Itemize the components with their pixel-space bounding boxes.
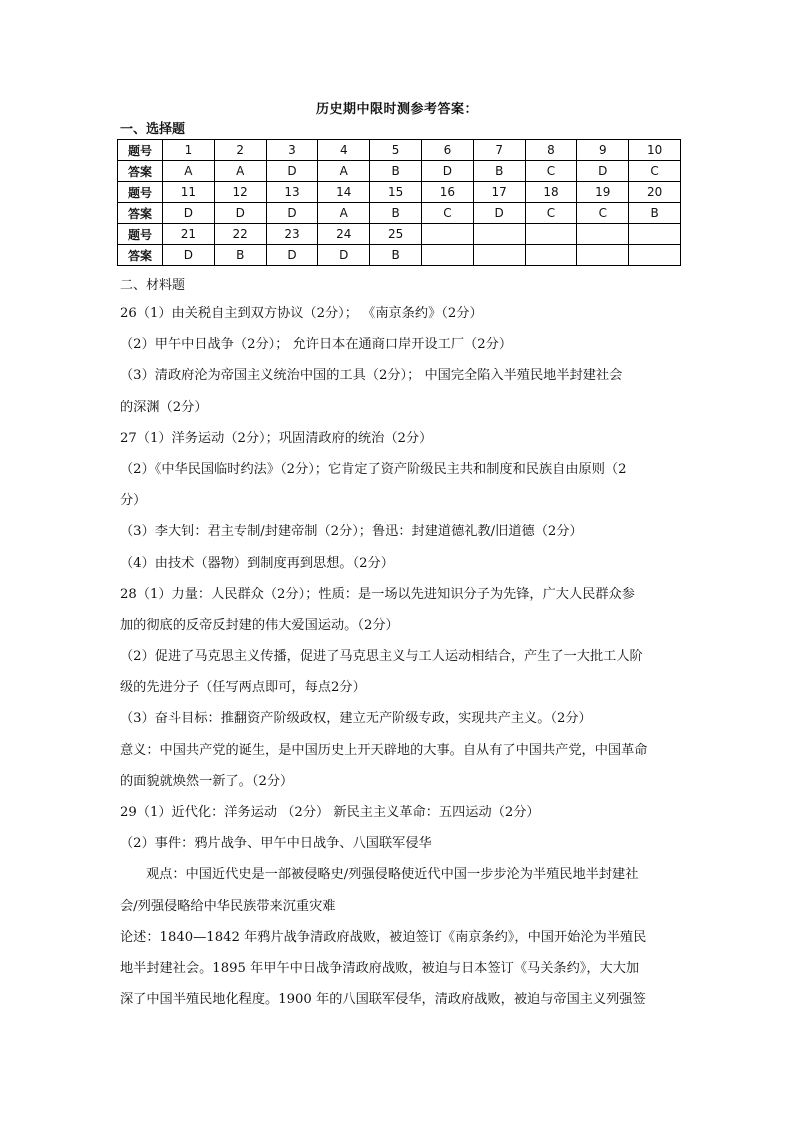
table-row — [118, 161, 681, 182]
table-cell: B — [473, 161, 525, 182]
text-line: （3）清政府沦为帝国主义统治中国的工具（2分）； 中国完全陷入半殖民地半封建社会 — [120, 368, 623, 384]
text-line: （2）事件：鸦片战争、甲午中日战争、八国联军侵华 — [120, 836, 432, 852]
text-line: 分） — [120, 493, 147, 509]
table-cell: D — [473, 203, 525, 224]
table-cell — [525, 245, 577, 266]
table-cell — [525, 224, 577, 245]
table-cell: 11 — [163, 182, 215, 203]
table-cell — [421, 224, 473, 245]
table-cell: 25 — [370, 224, 422, 245]
text-line: 的深渊（2分） — [120, 399, 208, 415]
table-cell: 16 — [421, 182, 473, 203]
text-line: 的面貌就焕然一新了。（2分） — [120, 773, 294, 789]
table-cell — [473, 224, 525, 245]
table-row-header: 答案 — [118, 161, 163, 182]
table-row — [118, 203, 681, 224]
table-cell: 23 — [266, 224, 318, 245]
text-line: （3）奋斗目标：推翻资产阶级政权，建立无产阶级专政，实现共产主义。（2分） — [120, 711, 592, 727]
table-cell: 10 — [629, 140, 681, 161]
table-cell: D — [266, 203, 318, 224]
section-heading-choice: 一、选择题 — [120, 122, 186, 137]
table-cell: 2 — [214, 140, 266, 161]
table-cell: D — [421, 161, 473, 182]
table-cell — [577, 224, 629, 245]
table-cell: 24 — [318, 224, 370, 245]
text-line: 27（1）洋务运动（2分）；巩固清政府的统治（2分） — [120, 430, 433, 446]
table-cell: 19 — [577, 182, 629, 203]
table-cell: A — [318, 203, 370, 224]
table-cell — [629, 224, 681, 245]
table-cell: B — [370, 245, 422, 266]
table-cell: 9 — [577, 140, 629, 161]
table-row — [118, 245, 681, 266]
table-cell: 13 — [266, 182, 318, 203]
page-title: 历史期中限时测参考答案： — [315, 102, 478, 117]
table-cell: C — [525, 161, 577, 182]
table-cell — [473, 245, 525, 266]
text-line: （4）由技术（器物）到制度再到思想。（2分） — [120, 555, 394, 571]
text-line: 28（1）力量：人民群众（2分）；性质：是一场以先进知识分子为先锋，广大人民群众参 — [120, 586, 635, 602]
text-line: （2）《中华民国临时约法》（2分）；它肯定了资产阶级民主共和制度和民族自由原则（2 — [120, 461, 627, 477]
table-row — [118, 224, 681, 245]
table-cell: 12 — [214, 182, 266, 203]
answer-text — [120, 304, 680, 1021]
table-cell: 20 — [629, 182, 681, 203]
table-cell: 15 — [370, 182, 422, 203]
table-row-header: 题号 — [118, 140, 163, 161]
answer-table — [117, 139, 681, 266]
table-cell: D — [266, 245, 318, 266]
text-line: 加的彻底的反帝反封建的伟大爱国运动。（2分） — [120, 617, 399, 633]
table-cell: 1 — [163, 140, 215, 161]
table-cell: C — [525, 203, 577, 224]
table-cell: D — [577, 161, 629, 182]
table-cell: 3 — [266, 140, 318, 161]
table-cell: 17 — [473, 182, 525, 203]
table-row-header: 题号 — [118, 224, 163, 245]
table-cell: 6 — [421, 140, 473, 161]
table-cell: 22 — [214, 224, 266, 245]
table-row-header: 答案 — [118, 203, 163, 224]
table-cell: B — [629, 203, 681, 224]
table-cell: 14 — [318, 182, 370, 203]
text-line: 地半封建社会。1895 年甲午中日战争清政府战败，被迫与日本签订《马关条约》，大大加 — [120, 960, 640, 976]
text-line: 26（1）由关税自主到双方协议（2分）； 《南京条约》（2分） — [120, 306, 483, 321]
table-cell: B — [370, 161, 422, 182]
table-cell: 4 — [318, 140, 370, 161]
table-cell: 21 — [163, 224, 215, 245]
table-cell: D — [163, 245, 215, 266]
table-cell: A — [163, 161, 215, 182]
text-line: （2）甲午中日战争（2分）； 允许日本在通商口岸开设工厂（2分） — [120, 337, 513, 353]
text-line: 深了中国半殖民地化程度。1900 年的八国联军侵华，清政府战败，被迫与帝国主义列强签 — [120, 992, 646, 1008]
table-cell: 8 — [525, 140, 577, 161]
table-row-header: 答案 — [118, 245, 163, 266]
text-line: 观点：中国近代史是一部被侵略史/列强侵略使近代中国一步步沦为半殖民地半封建社 — [146, 867, 639, 883]
text-line: 论述：1840—1842 年鸦片战争清政府战败，被迫签订《南京条约》，中国开始沦为半殖民 — [120, 929, 647, 945]
table-cell: 7 — [473, 140, 525, 161]
table-cell — [421, 245, 473, 266]
text-line: （2）促进了马克思主义传播，促进了马克思主义与工人运动相结合，产生了一大批工人阶 — [120, 649, 643, 665]
table-cell: D — [163, 203, 215, 224]
table-cell: B — [214, 245, 266, 266]
table-cell: D — [318, 245, 370, 266]
table-cell: C — [629, 161, 681, 182]
table-cell: A — [214, 161, 266, 182]
text-line: （3）李大钊：君主专制/封建帝制（2分）；鲁迅：封建道德礼教/旧道德（2分） — [120, 524, 583, 540]
section-heading-material: 二、材料题 — [120, 278, 186, 293]
table-cell: C — [421, 203, 473, 224]
table-cell: A — [318, 161, 370, 182]
text-line: 意义：中国共产党的诞生，是中国历史上开天辟地的大事。自从有了中国共产党，中国革命 — [120, 742, 648, 758]
table-cell: 18 — [525, 182, 577, 203]
table-cell: D — [214, 203, 266, 224]
table-cell: B — [370, 203, 422, 224]
table-cell: 5 — [370, 140, 422, 161]
table-row — [118, 140, 681, 161]
table-cell — [629, 245, 681, 266]
table-cell — [577, 245, 629, 266]
table-row — [118, 182, 681, 203]
text-line: 会/列强侵略给中华民族带来沉重灾难 — [120, 898, 336, 914]
text-line: 级的先进分子（任写两点即可，每点2分） — [120, 680, 366, 696]
table-row-header: 题号 — [118, 182, 163, 203]
table-cell: D — [266, 161, 318, 182]
text-line: 29（1）近代化：洋务运动 （2分） 新民主主义革命：五四运动（2分） — [120, 805, 540, 820]
table-cell: C — [577, 203, 629, 224]
